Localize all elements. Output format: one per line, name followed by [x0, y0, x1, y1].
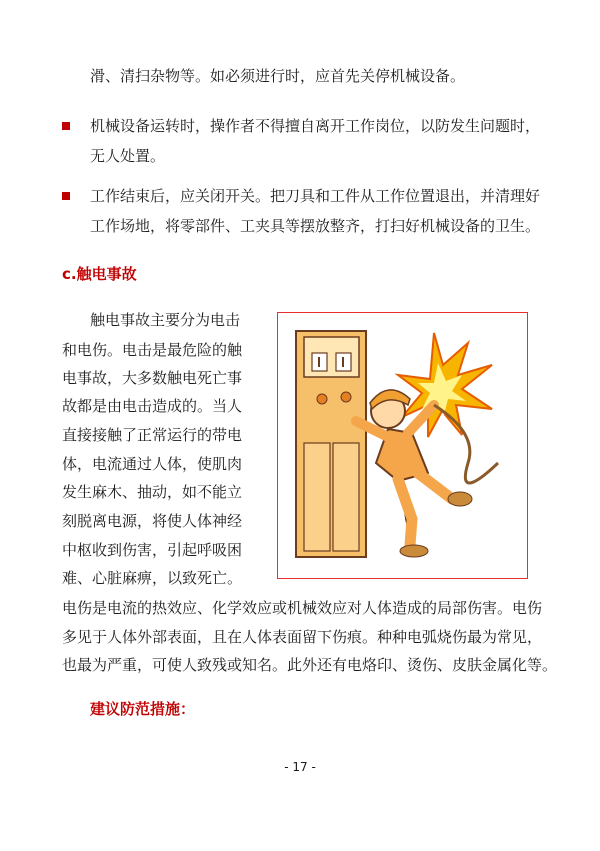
left-line-3: 电事故，大多数触电死亡事: [62, 369, 243, 387]
bullet-1-line-1: 机械设备运转时，操作者不得擅自离开工作岗位，以防发生问题时，: [90, 117, 541, 135]
bullet-2-line-2: 工作场地，将零部件、工夹具等摆放整齐，打扫好机械设备的卫生。: [90, 217, 541, 235]
page-number: - 17 -: [284, 760, 316, 774]
left-line-4: 故都是由电击造成的。当人: [62, 397, 243, 415]
full-line-1: 电伤是电流的热效应、化学效应或机械效应对人体造成的局部伤害。电伤: [62, 599, 543, 617]
section-heading: c.触电事故: [62, 265, 137, 283]
measures-heading: 建议防范措施：: [90, 700, 196, 718]
bullet-1-line-2: 无人处置。: [90, 147, 166, 165]
left-line-7: 发生麻木、抽动，如不能立: [62, 483, 243, 501]
bullet-square-icon: [62, 122, 70, 130]
bullet-square-icon: [62, 192, 70, 200]
full-line-3: 也最为严重，可使人致残或知名。此外还有电烙印、烫伤、皮肤金属化等。: [62, 656, 558, 674]
left-line-2: 和电伤。电击是最危险的触: [62, 341, 243, 359]
left-line-9: 中枢收到伤害，引起呼吸困: [62, 541, 243, 559]
left-line-8: 刻脱离电源，将使人体神经: [62, 512, 243, 530]
left-line-1: 触电事故主要分为电击: [90, 311, 241, 329]
full-line-2: 多见于人体外部表面，且在人体表面留下伤痕。种种电弧烧伤最为常见，: [62, 628, 543, 646]
left-line-10: 难、心脏麻痹，以致死亡。: [62, 569, 243, 587]
left-line-6: 体，电流通过人体，使肌肉: [62, 455, 243, 473]
intro-line: 滑、清扫杂物等。如必须进行时，应首先关停机械设备。: [90, 67, 466, 85]
electric-shock-illustration: [277, 312, 528, 579]
electric-shock-icon: [278, 313, 526, 577]
left-line-5: 直接接触了正常运行的带电: [62, 426, 243, 444]
bullet-2-line-1: 工作结束后，应关闭开关。把刀具和工件从工作位置退出，并清理好: [90, 187, 541, 205]
